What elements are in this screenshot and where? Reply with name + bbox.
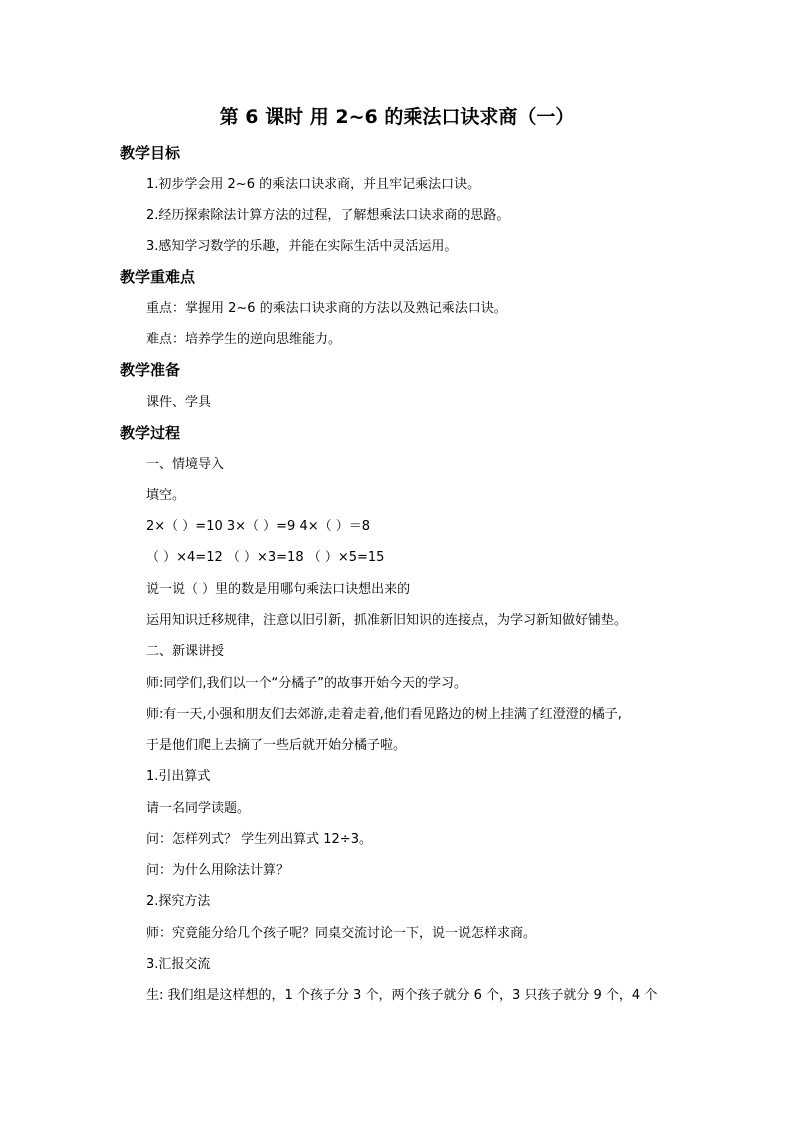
process-line-4: （ ）×4=12 （ ）×3=18 （ ）×5=15 xyxy=(146,550,385,565)
preparation-item-1: 课件、学具 xyxy=(146,395,212,410)
process-line-18: 生: 我们组是这样想的，1 个孩子分 3 个，两个孩子就分 6 个，3 只孩子就分 9 个，4 个 xyxy=(146,988,658,1003)
page-title: 第 6 课时 用 2~6 的乘法口诀求商（一） xyxy=(219,106,575,128)
process-line-2: 填空。 xyxy=(146,488,186,503)
goal-item-1: 1.初步学会用 2~6 的乘法口诀求商，并且牢记乘法口诀。 xyxy=(146,177,481,192)
process-line-14: 问：为什么用除法计算？ xyxy=(146,863,290,878)
section-heading-preparation: 教学准备 xyxy=(120,361,181,379)
process-line-7: 二、新课讲授 xyxy=(146,644,225,659)
process-line-3: 2×（ ）=10 3×（ ）=9 4×（ ）＝8 xyxy=(146,519,371,534)
section-heading-key-points: 教学重难点 xyxy=(120,268,196,286)
process-line-9: 师:有一天,小强和朋友们去郊游,走着走着,他们看见路边的树上挂满了红澄澄的橘子, xyxy=(146,707,622,722)
key-point-item-1: 重点：掌握用 2~6 的乘法口诀求商的方法以及熟记乘法口诀。 xyxy=(146,301,507,316)
process-line-16: 师：究竟能分给几个孩子呢？同桌交流讨论一下，说一说怎样求商。 xyxy=(146,926,537,941)
process-line-10: 于是他们爬上去摘了一些后就开始分橘子啦。 xyxy=(146,738,407,753)
process-line-17: 3.汇报交流 xyxy=(146,957,211,972)
process-line-13: 问：怎样列式？ 学生列出算式 12÷3。 xyxy=(146,832,372,847)
section-heading-goals: 教学目标 xyxy=(120,144,181,162)
goal-item-2: 2.经历探索除法计算方法的过程，了解想乘法口诀求商的思路。 xyxy=(146,208,510,223)
process-line-6: 运用知识迁移规律，注意以旧引新，抓准新旧知识的连接点，为学习新知做好铺垫。 xyxy=(146,613,628,628)
goal-item-3: 3.感知学习数学的乐趣，并能在实际生活中灵活运用。 xyxy=(146,239,458,254)
section-heading-process: 教学过程 xyxy=(120,424,181,442)
process-line-12: 请一名同学读题。 xyxy=(146,801,251,816)
process-line-1: 一、情境导入 xyxy=(146,457,225,472)
process-line-15: 2.探究方法 xyxy=(146,894,211,909)
process-line-5: 说一说（ ）里的数是用哪句乘法口诀想出来的 xyxy=(146,582,411,597)
process-line-11: 1.引出算式 xyxy=(146,769,211,784)
process-line-8: 师:同学们,我们以一个“分橘子”的故事开始今天的学习。 xyxy=(146,676,467,691)
key-point-item-2: 难点：培养学生的逆向思维能力。 xyxy=(146,332,342,347)
